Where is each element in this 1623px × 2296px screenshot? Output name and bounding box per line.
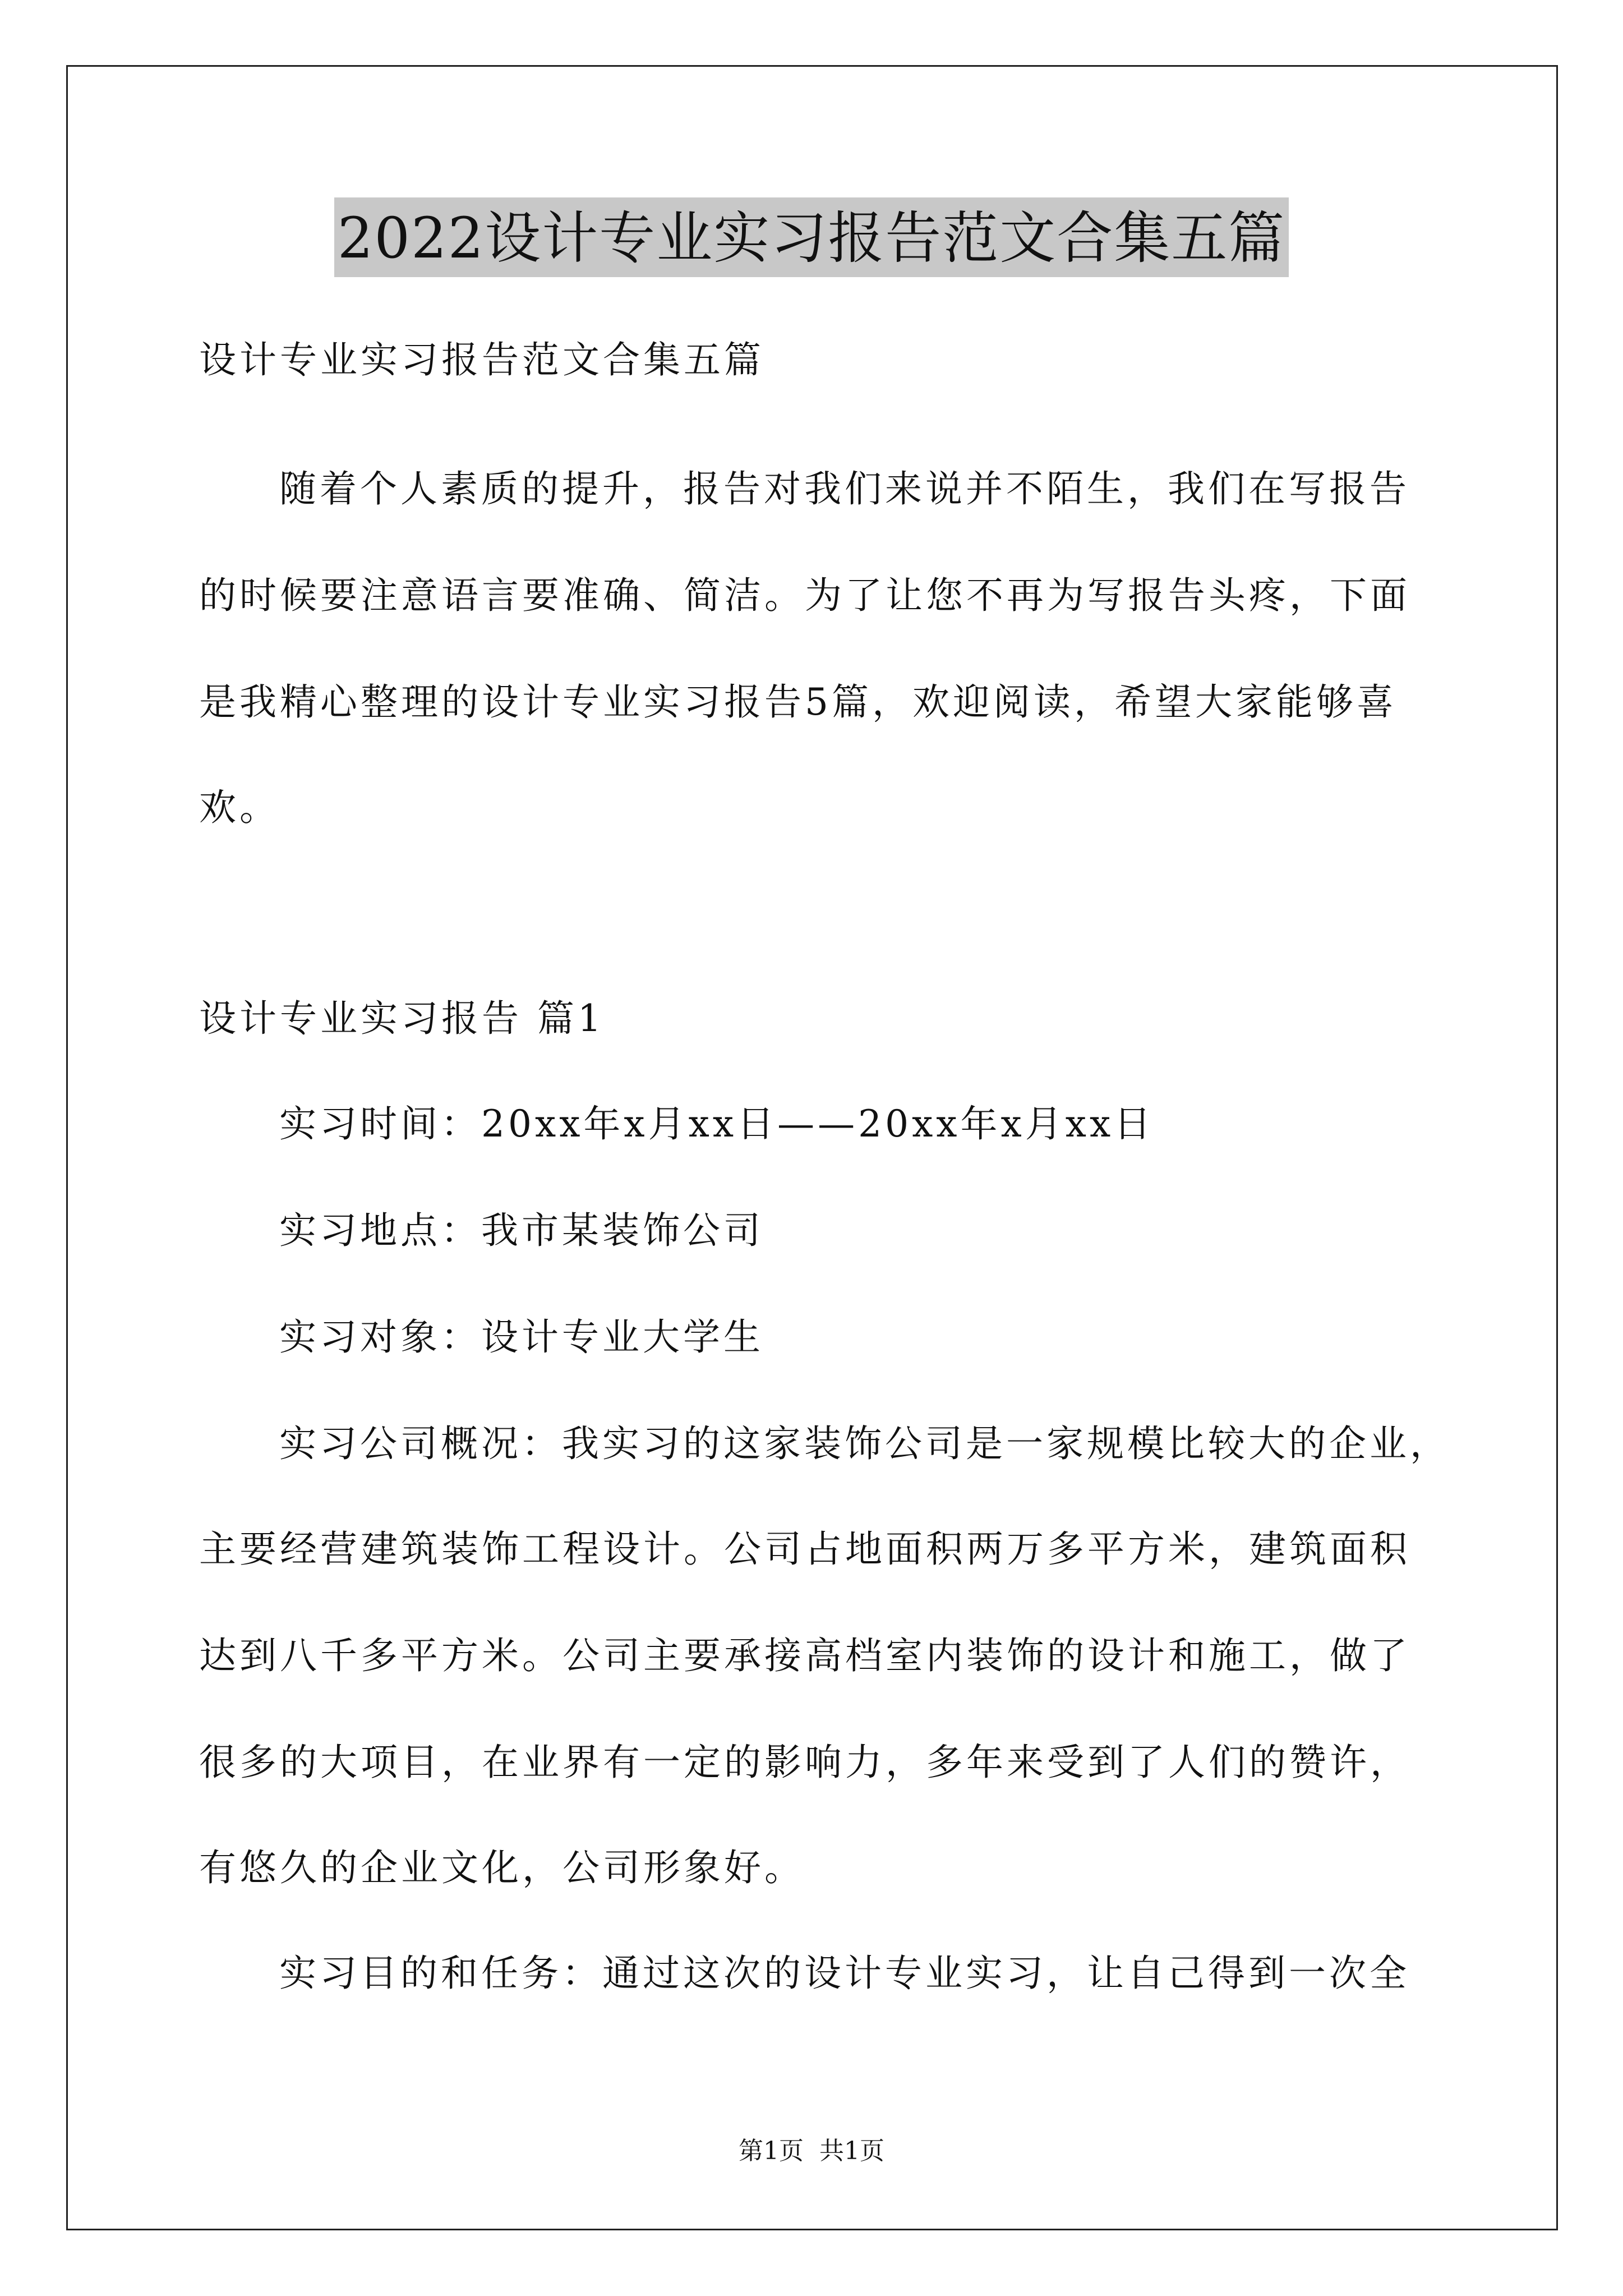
page-footer — [0, 2134, 1623, 2168]
page-number: 第1页 — [739, 2137, 804, 2165]
paragraph-line: 实习目的和任务：通过这次的设计专业实习，让自己得到一次全 — [279, 1952, 1410, 1995]
paragraph-line: 实习时间：20xx年x月xx日——20xx年x月xx日 — [279, 1102, 1155, 1145]
paragraph-line: 是我精心整理的设计专业实习报告5篇，欢迎阅读，希望大家能够喜 — [199, 680, 1397, 724]
paragraph-line: 达到八千多平方米。公司主要承接高档室内装饰的设计和施工，做了 — [199, 1634, 1410, 1677]
paragraph-line: 主要经营建筑装饰工程设计。公司占地面积两万多平方米，建筑面积 — [199, 1527, 1410, 1571]
document-title: 2022设计专业实习报告范文合集五篇 — [334, 197, 1289, 277]
page-total: 共1页 — [819, 2137, 884, 2165]
section-heading: 设计专业实习报告 篇1 — [199, 997, 605, 1040]
paragraph-line: 实习地点：我市某装饰公司 — [279, 1209, 764, 1252]
paragraph-line: 的时候要注意语言要准确、简洁。为了让您不再为写报告头疼，下面 — [199, 574, 1410, 617]
paragraph-line: 很多的大项目，在业界有一定的影响力，多年来受到了人们的赞许， — [199, 1741, 1410, 1784]
paragraph-line: 欢。 — [199, 786, 280, 829]
paragraph-line: 随着个人素质的提升，报告对我们来说并不陌生，我们在写报告 — [279, 467, 1410, 510]
paragraph-line: 有悠久的企业文化，公司形象好。 — [199, 1846, 805, 1889]
subtitle-line: 设计专业实习报告范文合集五篇 — [199, 338, 764, 381]
title-container — [0, 197, 1623, 277]
paragraph-line: 实习对象：设计专业大学生 — [279, 1315, 764, 1359]
page-border — [66, 65, 1558, 2230]
paragraph-line: 实习公司概况：我实习的这家装饰公司是一家规模比较大的企业， — [279, 1422, 1450, 1465]
